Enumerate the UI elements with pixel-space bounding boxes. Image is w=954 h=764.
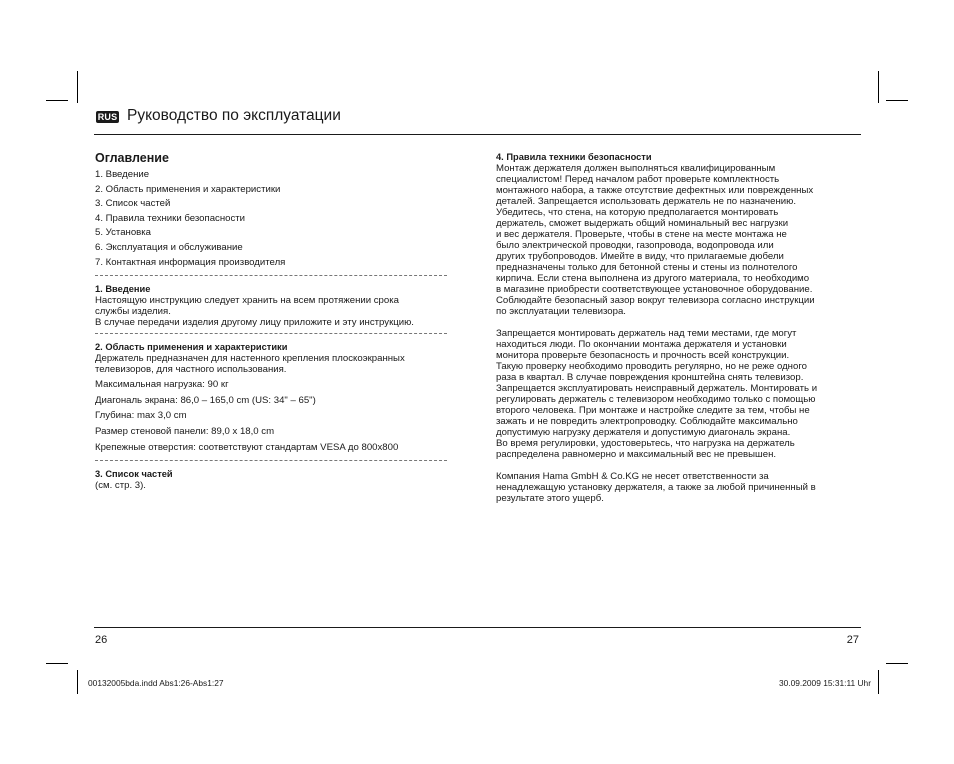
crop-mark [878, 71, 879, 103]
page-number-left: 26 [95, 634, 108, 646]
safety-paragraph: Запрещается монтировать держатель над теми местами, где могут находиться люди. По окончании монтажа держателя и установки монитора проверьте безопасность и прочность всей конструкции. Такую проверку необходимо проводить регулярно, но не реже одного раза в квартал. В случае повреждения кронштейна снять телевизор. Запрещается эксплуатировать неисправный держатель. Монтировать и регулировать держатель с телевизором необходимо только с помощью второго человека. При монтаже и настройке следите за тем, чтобы не зажать и не повредить электропроводку. Соблюдайте максимально допустимую нагрузку держателя и допустимую диагональ экрана. Во время регулировки, удостоверьтесь, что нагрузка на держатель распределена равномерно и максимальный вес не превышен. [496, 328, 818, 460]
section-text-parts: (см. стр. 3). [95, 480, 146, 492]
toc-title: Оглавление [95, 151, 169, 165]
print-slug-right: 30.09.2009 15:31:11 Uhr [778, 678, 871, 688]
header-rule [94, 134, 861, 135]
section-text-intro: Настоящую инструкцию следует хранить на всем протяжении срока службы изделия. В случае передачи изделия другому лицу приложите и эту инструкцию. [95, 295, 414, 329]
dashed-divider [95, 460, 447, 462]
footer-rule [94, 627, 861, 628]
safety-paragraph: Монтаж держателя должен выполняться квалифицированным специалистом! Перед началом работ проверьте комплектность монтажного набора, а также отсутствие дефектных или поврежденных деталей. Запрещается использовать держатель не по назначению. Убедитесь, что стена, на которую предполагается монтировать держатель, сможет выдержать общий номинальный вес нагрузки и вес держателя. Проверьте, чтобы в стене на месте монтажа не было электрической проводки, газопровода, водопровода или других трубопроводов. Имейте в виду, что прилагаемые дюбели предназначены только для бетонной стены и стены из полнотелого кирпича. Если стена выполнена из другого материала, то необходимо в магазине приобрести соответствующее установочное оборудование. Соблюдайте безопасный зазор вокруг телевизора согласно инструкции по эксплуатации телевизора. [496, 163, 815, 317]
section-title-intro: 1. Введение [95, 284, 151, 295]
toc-item: 2. Область применения и характеристики [95, 183, 281, 195]
dashed-divider [95, 275, 447, 277]
dashed-divider [95, 333, 447, 335]
toc-item: 7. Контактная информация производителя [95, 256, 286, 268]
section-title-application: 2. Область применения и характеристики [95, 342, 288, 353]
crop-mark [886, 663, 908, 664]
spec-mounting-holes: Крепежные отверстия: соответствуют стандартам VESA до 800x800 [95, 441, 399, 453]
crop-mark [886, 100, 908, 101]
crop-mark [878, 670, 879, 694]
toc-list [95, 168, 455, 270]
toc-item: 5. Установка [95, 227, 152, 239]
crop-mark [77, 670, 78, 694]
print-slug-left: 00132005bda.indd Abs1:26-Abs1:27 [88, 678, 224, 688]
toc-item: 1. Введение [95, 169, 150, 180]
page-number-right: 27 [846, 634, 859, 646]
spec-depth: Глубина: max 3,0 cm [95, 410, 187, 422]
right-column [496, 152, 856, 504]
toc-item: 3. Список частей [95, 198, 171, 210]
page-title: Руководство по эксплуатации [127, 107, 341, 124]
toc-item: 6. Эксплуатация и обслуживание [95, 241, 243, 253]
crop-mark [77, 71, 78, 103]
language-badge: RUS [97, 112, 118, 122]
spec-screen-diagonal: Диагональ экрана: 86,0 – 165,0 cm (US: 34" – 65") [95, 394, 316, 406]
left-column [95, 150, 455, 491]
spec-max-load: Максимальная нагрузка: 90 кг [95, 379, 229, 391]
safety-paragraph: Компания Hama GmbH & Co.KG не несет ответственности за ненадлежащую установку держателя, а также за любой причиненный в результате этого ущерб. [496, 471, 816, 504]
section-title-safety: 4. Правила техники безопасности [496, 152, 652, 162]
crop-mark [46, 663, 68, 664]
section-text-application: Держатель предназначен для настенного крепления плоскоэкранных телевизоров, для частного использования. [95, 353, 405, 376]
crop-mark [46, 100, 68, 101]
toc-item: 4. Правила техники безопасности [95, 212, 246, 224]
spec-wall-panel-size: Размер стеновой панели: 89,0 x 18,0 cm [95, 425, 275, 437]
section-title-parts: 3. Список частей [95, 469, 173, 480]
